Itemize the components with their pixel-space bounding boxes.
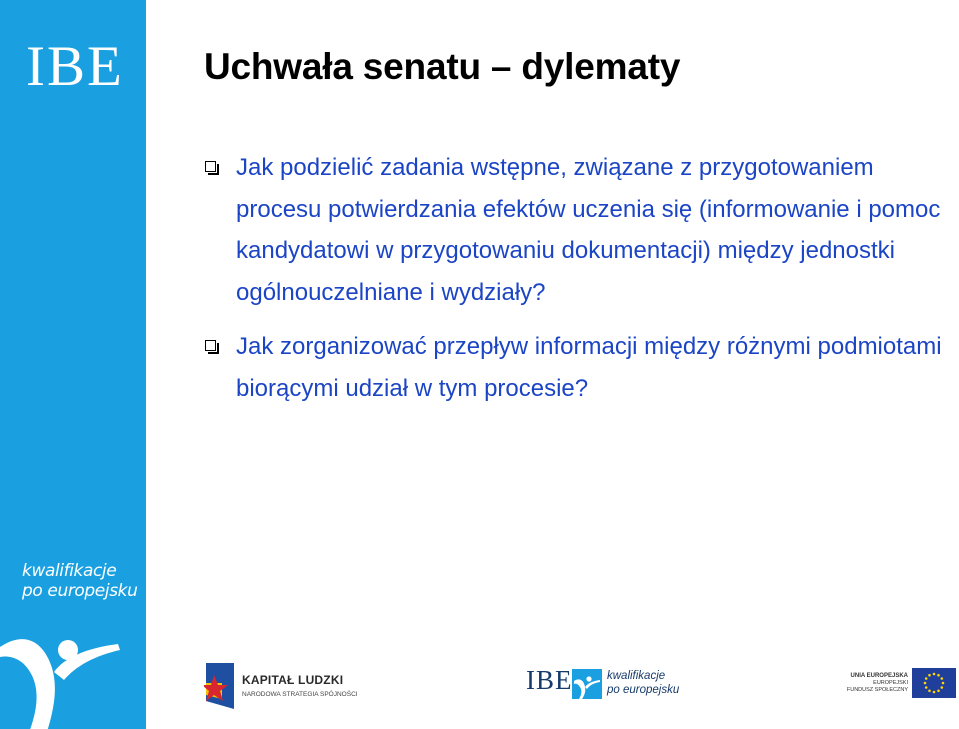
figure-icon [0, 610, 146, 729]
ibe-footer-logo [526, 665, 680, 707]
bullet-text: Jak zorganizować przepływ informacji między różnymi podmiotami biorącymi udział w tym procesie? [236, 333, 942, 402]
kapital-ludzki-subtitle: NARODOWA STRATEGIA SPÓJNOŚCI [242, 691, 358, 698]
ibe-logo: IBE [26, 35, 124, 98]
slide-title: Uchwała senatu – dylematy [204, 46, 681, 87]
eu-logo [844, 665, 956, 715]
kapital-ludzki-emblem-icon [204, 661, 240, 711]
ibe-footer-logo-text: IBE [526, 665, 573, 695]
ibe-footer-tagline [607, 669, 679, 697]
sidebar-tagline-line2: po europejsku [22, 581, 138, 601]
ibe-footer-tagline-line1: kwalifikacje [607, 670, 666, 682]
bullet-text: Jak podzielić zadania wstępne, związane z przygotowaniem procesu potwierdzania efektów uczenia się (informowanie i pomoc kandydatowi w przygotowaniu dokumentacji) między jednostki ogólnouczelniane i wydziały? [236, 154, 941, 306]
kapital-ludzki-logo [204, 661, 358, 711]
sidebar-tagline [22, 561, 137, 601]
ibe-footer-tagline-line2: po europejsku [607, 684, 680, 696]
sidebar-tagline-line1: kwalifikacje [22, 561, 117, 581]
eu-line3: FUNDUSZ SPOŁECZNY [846, 687, 908, 693]
checkbox-bullet-icon [205, 161, 216, 172]
footer-logos [146, 650, 959, 729]
kapital-ludzki-name: KAPITAŁ LUDZKI [242, 673, 344, 687]
bullet-item [204, 326, 949, 409]
bullet-item [204, 147, 949, 313]
bullet-list [204, 147, 949, 422]
sidebar [0, 0, 146, 729]
eu-line2: EUROPEJSKI [873, 680, 908, 686]
eu-line1: UNIA EUROPEJSKA [850, 673, 908, 679]
ibe-footer-figure-icon [572, 669, 602, 699]
eu-logo-text [847, 673, 908, 694]
checkbox-bullet-icon [205, 340, 216, 351]
eu-flag-icon [912, 668, 956, 698]
